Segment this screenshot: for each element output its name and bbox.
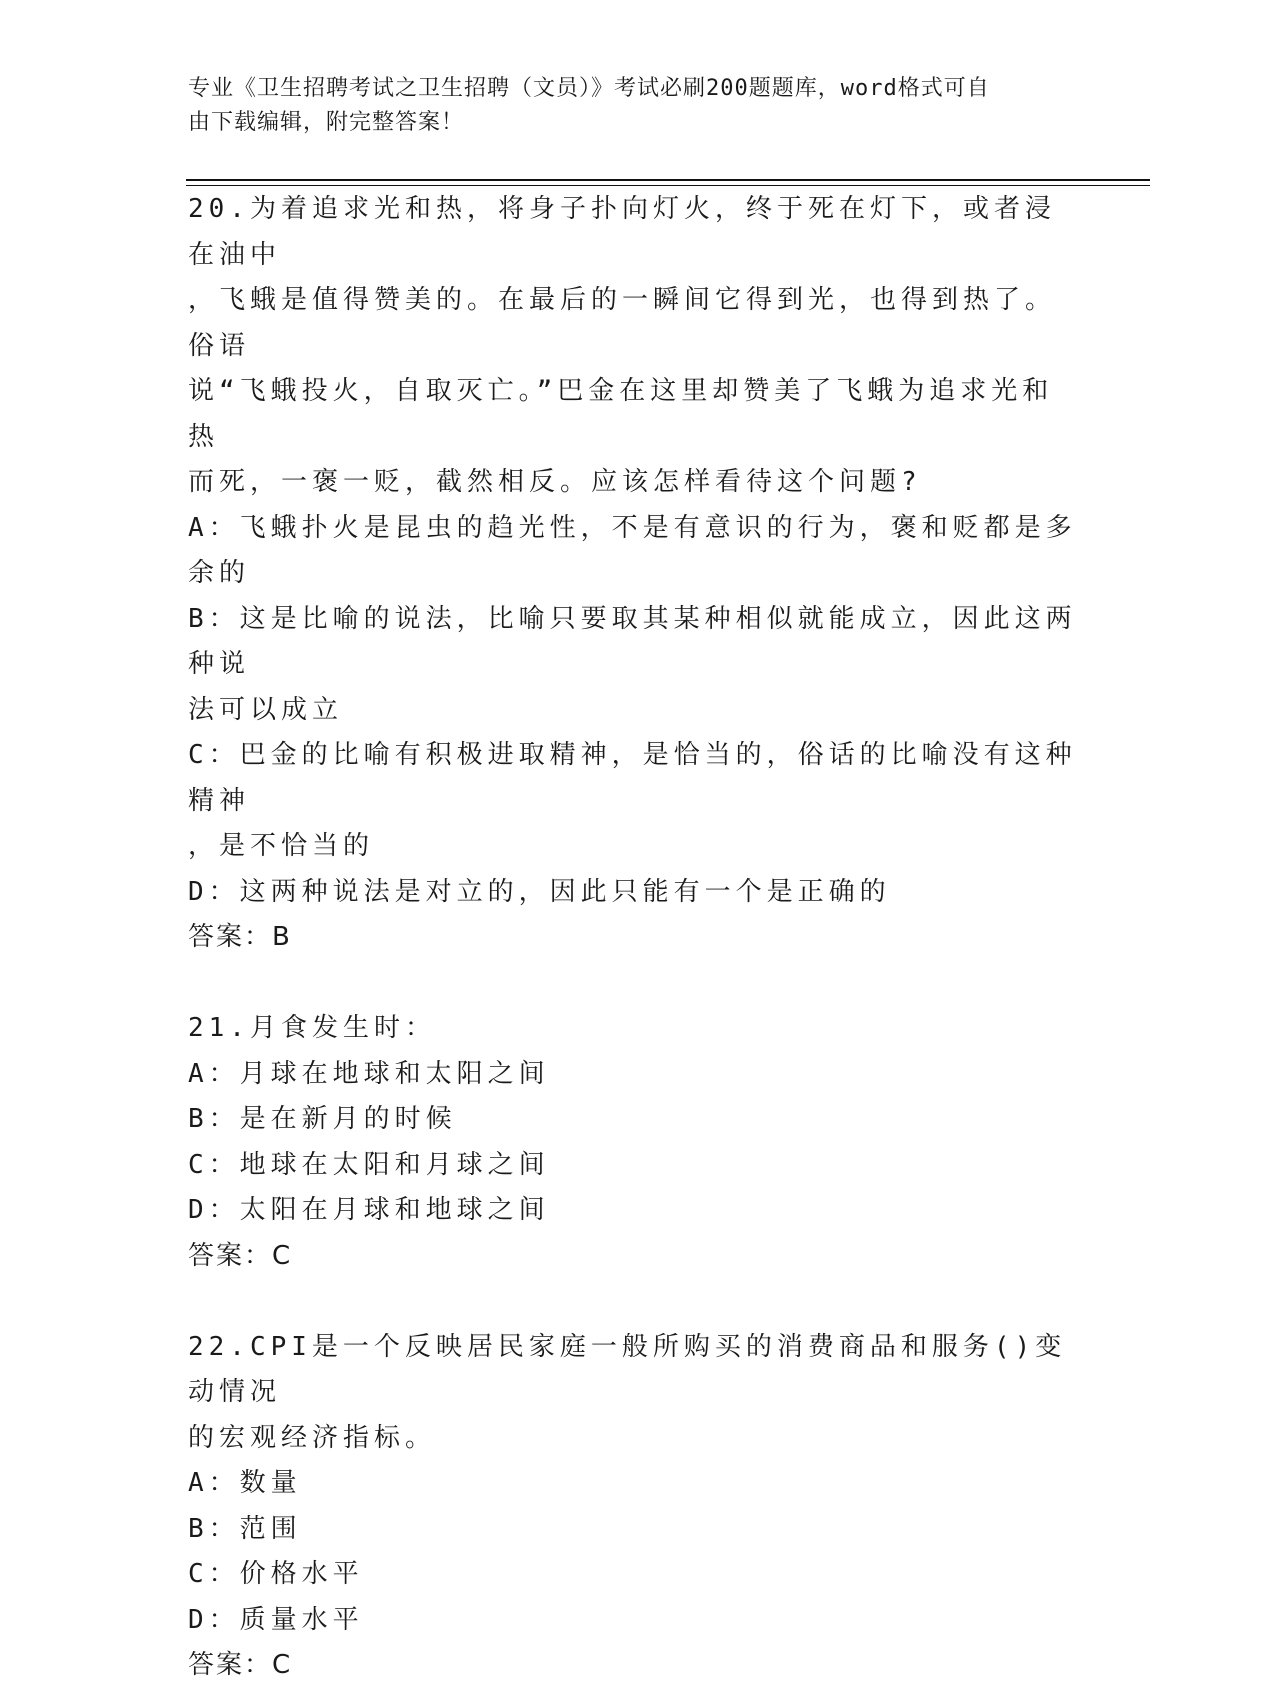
answer-label: 答案：B <box>188 922 292 952</box>
option-b: B：范围 <box>188 1513 302 1544</box>
option-c: C：巴金的比喻有积极进取精神，是恰当的，俗话的比喻没有这种精神 <box>188 740 1077 816</box>
option-b: B：这是比喻的说法，比喻只要取其某种相似就能成立，因此这两种说 <box>188 603 1077 679</box>
option-c: C：地球在太阳和月球之间 <box>188 1149 550 1180</box>
header-line-2: 由下载编辑，附完整答案！ <box>188 110 465 135</box>
option-c: C：价格水平 <box>188 1559 364 1589</box>
option-d: D：这两种说法是对立的，因此只能有一个是正确的 <box>188 876 891 907</box>
question-21 <box>188 1006 1078 1279</box>
header-line-1: 专业《卫生招聘考试之卫生招聘（文员）》考试必刷200题题库，word格式可自 <box>188 76 990 101</box>
option-d: D：质量水平 <box>188 1604 364 1635</box>
question-stem-line: 而死，一褒一贬，截然相反。应该怎样看待这个问题? <box>188 467 922 497</box>
question-stem-line: 21.月食发生时： <box>188 1013 436 1043</box>
document-header <box>188 72 1068 140</box>
option-c-continued: ，是不恰当的 <box>188 831 375 861</box>
question-stem-line: 20.为着追求光和热，将身子扑向灯火，终于死在灯下，或者浸在油中 <box>188 194 1056 270</box>
question-22 <box>188 1325 1078 1689</box>
option-a: A：数量 <box>188 1468 302 1498</box>
question-list <box>188 187 1078 1689</box>
question-stem-line: ，飞蛾是值得赞美的。在最后的一瞬间它得到光，也得到热了。俗语 <box>188 285 1057 361</box>
header-rule-thin <box>186 185 1150 186</box>
question-stem-line: 22.CPI是一个反映居民家庭一般所购买的消费商品和服务()变动情况 <box>188 1331 1067 1407</box>
option-b-continued: 法可以成立 <box>188 694 344 725</box>
question-20 <box>188 187 1078 961</box>
option-a: A：月球在地球和太阳之间 <box>188 1058 550 1089</box>
question-stem-line: 的宏观经济指标。 <box>188 1422 437 1453</box>
question-spacer <box>188 961 1078 1007</box>
header-rule-thick <box>186 179 1150 181</box>
question-spacer <box>188 1279 1078 1325</box>
answer-label: 答案：C <box>188 1650 293 1680</box>
option-d: D：太阳在月球和地球之间 <box>188 1195 550 1225</box>
answer-label: 答案：C <box>188 1240 293 1271</box>
question-stem-line: 说“飞蛾投火，自取灭亡。”巴金在这里却赞美了飞蛾为追求光和热 <box>188 376 1054 452</box>
option-b: B：是在新月的时候 <box>188 1104 457 1134</box>
option-a: A：飞蛾扑火是昆虫的趋光性，不是有意识的行为，褒和贬都是多余的 <box>188 512 1077 588</box>
